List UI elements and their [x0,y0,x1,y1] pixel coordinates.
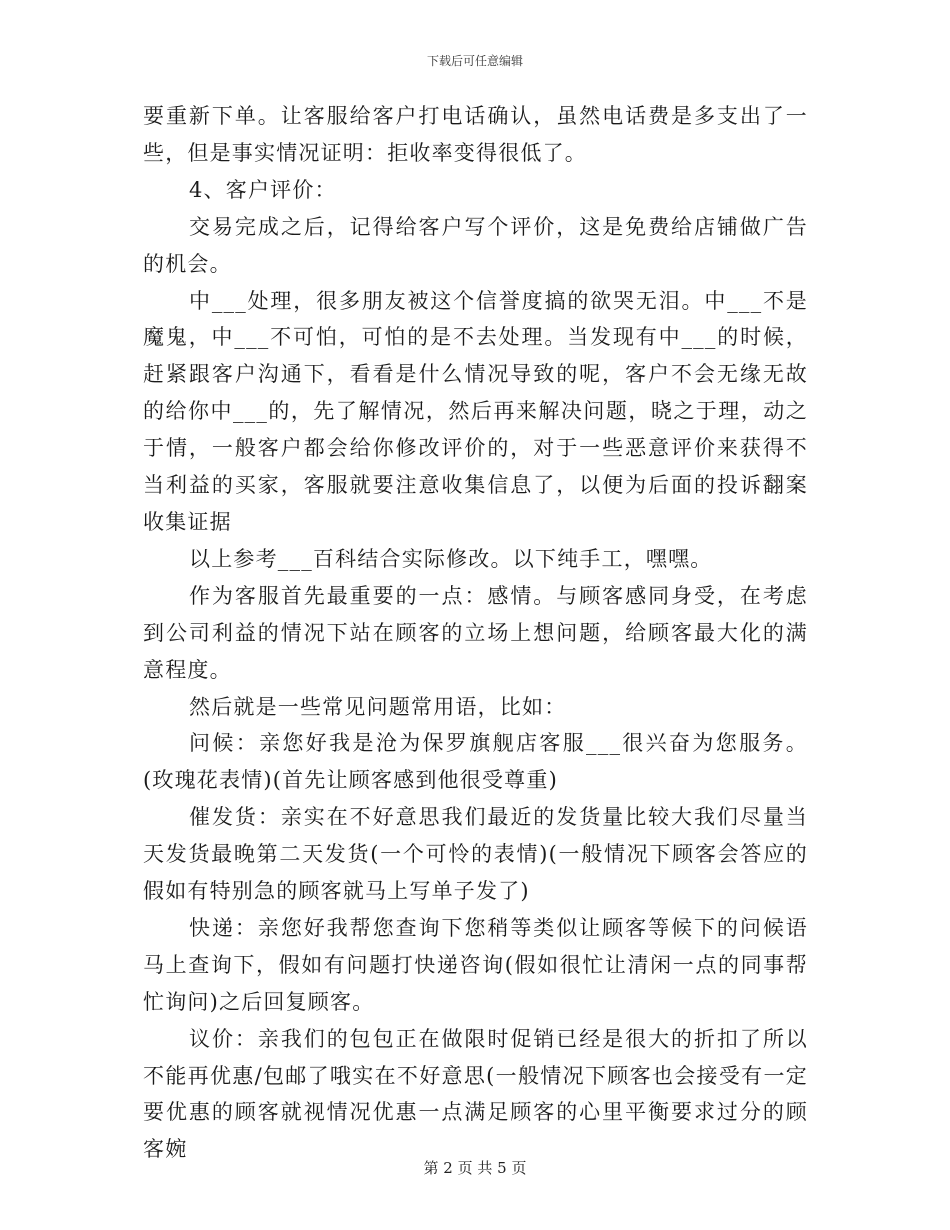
paragraph-3: 交易完成之后，记得给客户写个评价，这是免费给店铺做广告的机会。 [143,214,808,276]
paragraph-9: 催发货：亲实在不好意思我们最近的发货量比较大我们尽量当天发货最晚第二天发货(一个可怜的表情)(一般情况下顾客会答应的假如有特别急的顾客就马上写单子发了) [143,805,808,904]
paragraph-11: 议价：亲我们的包包正在做限时促销已经是很大的折扣了所以不能再优惠/包邮了哦实在不好意思(一般情况下顾客也会接受有一定要优惠的顾客就视情况优惠一点满足顾客的心里平衡要求过分的顾客婉 [143,1026,808,1162]
paragraph-4: 中___处理，很多朋友被这个信誉度搞的欲哭无泪。中___不是魔鬼，中___不可怕，可怕的是不去处理。当发现有中___的时候，赶紧跟客户沟通下，看看是什么情况导致的呢，客户不会无缘无故的给你中___的，先了解情况，然后再来解决问题，晓之于理，动之于情，一般客户都会给你修改评价的，对于一些恶意评价来获得不当利益的买家，客服就要注意收集信息了，以便为后面的投诉翻案收集证据 [143,288,808,534]
paragraph-8: 问候：亲您好我是沧为保罗旗舰店客服___很兴奋为您服务。(玫瑰花表情)(首先让顾客感到他很受尊重) [143,731,808,793]
paragraph-1: 要重新下单。让客服给客户打电话确认，虽然电话费是多支出了一些，但是事实情况证明：拒收率变得很低了。 [143,104,808,165]
paragraph-5: 以上参考___百科结合实际修改。以下纯手工，嘿嘿。 [189,546,713,571]
paragraph-2: 4、客户评价： [189,177,337,202]
page-header: 下载后可任意编辑 [426,54,523,68]
page-number-footer: 第 2 页 共 5 页 [423,1159,527,1177]
paragraph-7: 然后就是一些常见问题常用语，比如： [189,694,567,719]
paragraph-6: 作为客服首先最重要的一点：感情。与顾客感同身受，在考虑到公司利益的情况下站在顾客的立场上想问题，给顾客最大化的满意程度。 [143,583,808,682]
document-body [143,98,808,1168]
paragraph-10: 快递：亲您好我帮您查询下您稍等类似让顾客等候下的问候语马上查询下，假如有问题打快递咨询(假如很忙让清闲一点的同事帮忙询问)之后回复顾客。 [143,915,808,1014]
